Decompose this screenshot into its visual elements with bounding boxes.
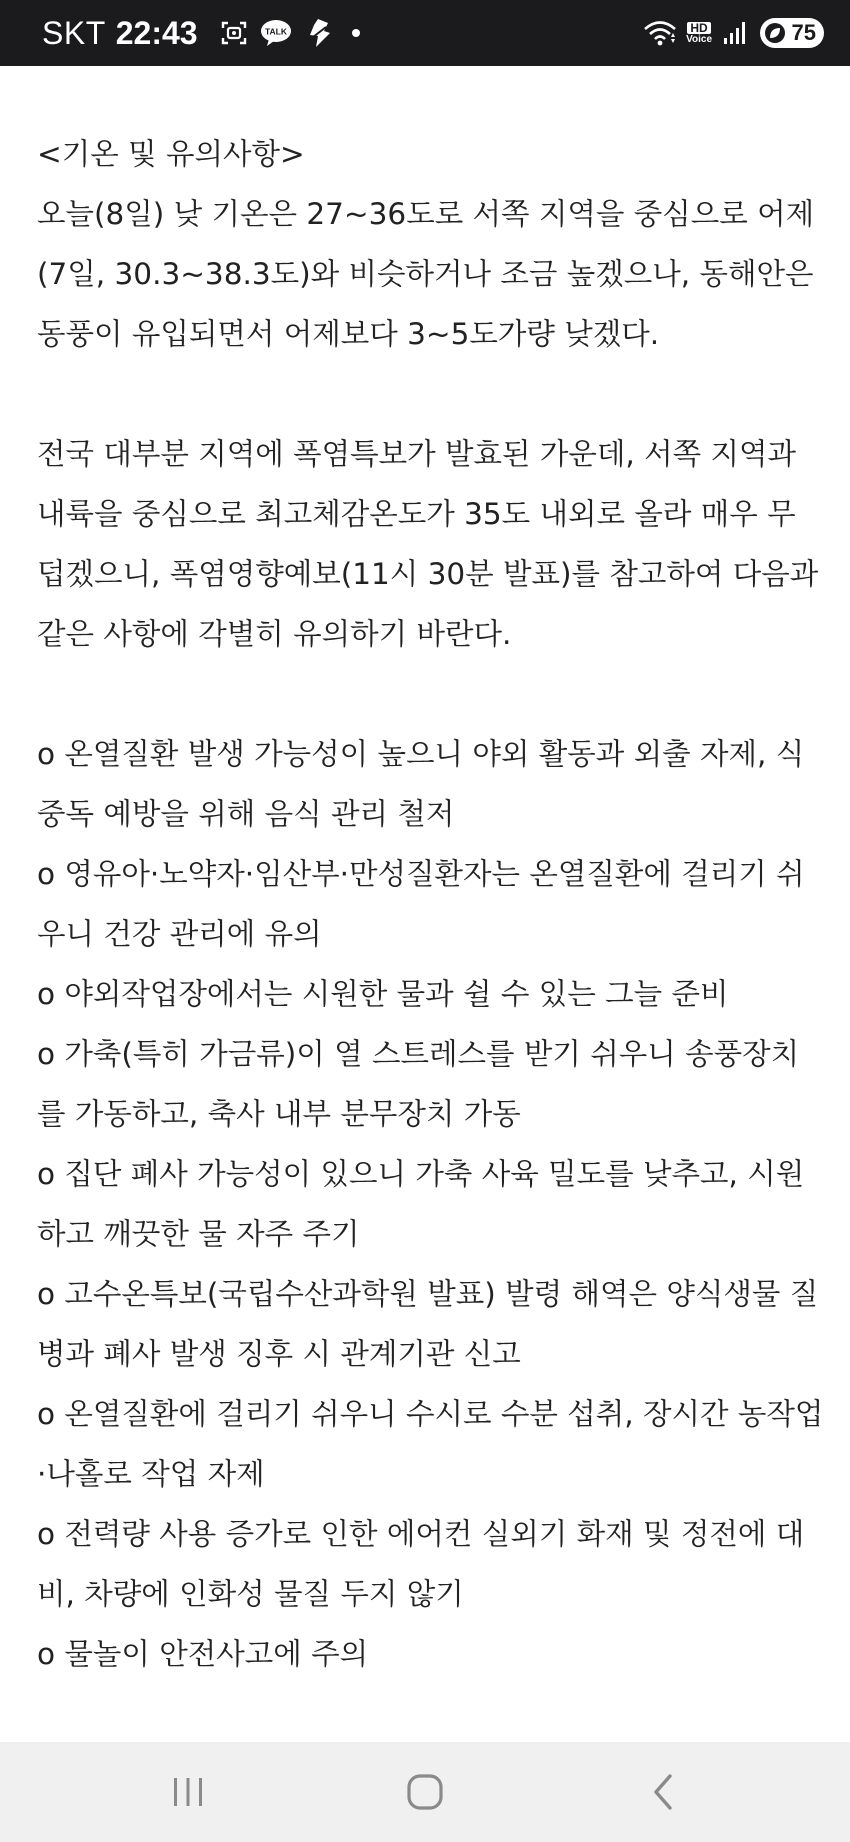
article-line: 같은 사항에 각별히 유의하기 바란다. [37, 617, 512, 651]
power-saving-leaf-icon [765, 23, 785, 43]
article-line: <기온 및 유의사항> [37, 137, 305, 171]
article-line: 우니 건강 관리에 유의 [37, 917, 322, 951]
hd-voice-icon [686, 22, 712, 45]
clock: 22:43 [115, 14, 198, 51]
article-line: o 온열질환에 걸리기 쉬우니 수시로 수분 섭취, 장시간 농작업 [37, 1397, 824, 1431]
app-icon [302, 17, 334, 49]
paragraph-spacer [37, 664, 817, 724]
article-line: 내륙을 중심으로 최고체감온도가 35도 내외로 올라 매우 무 [37, 497, 796, 531]
home-icon [405, 1772, 445, 1812]
article-line: o 물놀이 안전사고에 주의 [37, 1637, 369, 1671]
navigation-bar [0, 1742, 850, 1842]
article-line: 를 가동하고, 축사 내부 분무장치 가동 [37, 1097, 521, 1131]
article-line: o 온열질환 발생 가능성이 높으니 야외 활동과 외출 자제, 식 [37, 737, 805, 771]
more-dot-icon [352, 29, 360, 37]
signal-icon [720, 17, 752, 49]
article-line: o 고수온특보(국립수산과학원 발표) 발령 해역은 양식생물 질 [37, 1277, 819, 1311]
screenshot-icon [218, 17, 250, 49]
article-line: 덥겠으니, 폭염영향예보(11시 30분 발표)를 참고하여 다음과 [37, 557, 819, 591]
paragraph-spacer [37, 364, 817, 424]
recent-apps-icon [168, 1774, 208, 1810]
article-line: o 가축(특히 가금류)이 열 스트레스를 받기 쉬우니 송풍장치 [37, 1037, 800, 1071]
back-icon [648, 1772, 678, 1812]
voice-label: Voice [686, 33, 712, 45]
kakaotalk-icon [260, 17, 292, 49]
article-line: 병과 폐사 발생 징후 시 관계기관 신고 [37, 1337, 521, 1371]
article-line: o 야외작업장에서는 시원한 물과 쉴 수 있는 그늘 준비 [37, 977, 729, 1011]
article-line: o 전력량 사용 증가로 인한 에어컨 실외기 화재 및 정전에 대 [37, 1517, 805, 1551]
battery-level: 75 [791, 20, 816, 45]
status-right [642, 0, 824, 66]
svg-text:TALK: TALK [264, 26, 287, 37]
article-line: 오늘(8일) 낮 기온은 27~36도로 서쪽 지역을 중심으로 어제 [37, 197, 815, 231]
home-button[interactable] [370, 1742, 480, 1842]
article-line: o 집단 폐사 가능성이 있으니 가축 사육 밀도를 낮추고, 시원 [37, 1157, 805, 1191]
article-line: 동풍이 유입되면서 어제보다 3~5도가량 낮겠다. [37, 317, 660, 351]
article-line: ·나홀로 작업 자제 [37, 1457, 265, 1491]
carrier-label: SKT [42, 14, 106, 51]
recent-apps-button[interactable] [133, 1742, 243, 1842]
article-line: (7일, 30.3~38.3도)와 비슷하거나 조금 높겠으나, 동해안은 [37, 257, 814, 291]
status-left [42, 0, 360, 66]
wifi-icon [642, 17, 678, 49]
article-body [37, 124, 824, 1684]
back-button[interactable] [608, 1742, 718, 1842]
article-line: 중독 예방을 위해 음식 관리 철저 [37, 797, 455, 831]
article-line: o 영유아·노약자·임산부·만성질환자는 온열질환에 걸리기 쉬 [37, 857, 805, 891]
battery-icon [760, 18, 824, 48]
article-line: 전국 대부분 지역에 폭염특보가 발효된 가운데, 서쪽 지역과 [37, 437, 796, 471]
article-line: 비, 차량에 인화성 물질 두지 않기 [37, 1577, 464, 1611]
article-line: 하고 깨끗한 물 자주 주기 [37, 1217, 360, 1251]
hd-label: HD [687, 22, 710, 34]
status-bar [0, 0, 850, 66]
